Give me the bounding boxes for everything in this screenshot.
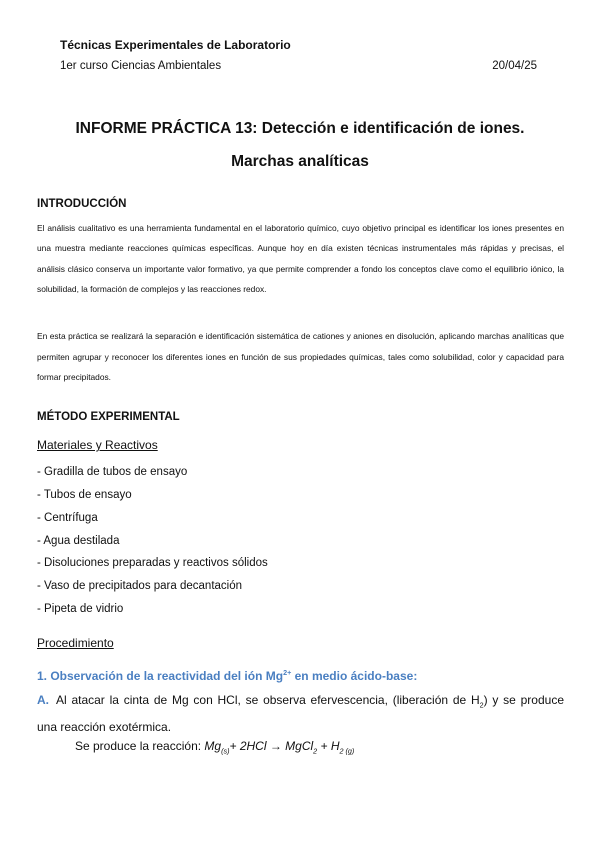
- introduction-paragraph-1: El análisis cualitativo es una herramienta fundamental en el laboratorio químico, cuyo objetivo principal es identificar los iones presentes en una muestra mediante reacciones químicas específicas. Aunque hoy en día existen técnicas instrumentales más rápidas y precisas, el análisis clásico conserva un importante valor formativo, ya que permite comprender a fondo los conceptos clave como el equilibrio iónico, la solubilidad, la formación de complejos y las reacciones redox.: [37, 223, 564, 295]
- introduction-paragraph-2: En esta práctica se realizará la separación e identificación sistemática de cationes y aniones en disolución, aplicando marchas analíticas que permiten agrupar y reconocer los diferentes iones en función de sus propiedades químicas, tales como solubilidad, color y capacidad para formar precipitados.: [37, 331, 564, 383]
- materials-item: - Pipeta de vidrio: [37, 603, 124, 615]
- step-a-paragraph: A. Al atacar la cinta de Mg con HCl, se observa efervescencia, (liberación de $H_2$) y se produce una reacción exotérmica.: [37, 693, 564, 735]
- method-heading: MÉTODO EXPERIMENTAL: [37, 411, 180, 423]
- materials-item: - Gradilla de tubos de ensayo: [37, 466, 188, 478]
- header-course: 1er curso Ciencias Ambientales: [60, 60, 222, 72]
- header-title: Técnicas Experimentales de Laboratorio: [60, 38, 291, 52]
- materials-item: - Tubos de ensayo: [37, 489, 132, 501]
- reaction-equation: Se produce la reacción: $Mg_{(s)}+ 2HCl$ → MgCl$_2$ + $H_{2 (g)}$: [75, 739, 355, 756]
- materials-item: - Vaso de precipitados para decantación: [37, 580, 243, 592]
- materials-item: - Centrífuga: [37, 512, 98, 524]
- materials-heading: Materiales y Reactivos: [37, 438, 158, 452]
- step-1-heading: 1. Observación de la reactividad del ión $Mg^{2+}$ en medio ácido-base:: [37, 668, 418, 683]
- materials-item: - Agua destilada: [37, 535, 120, 547]
- materials-item: - Disoluciones preparadas y reactivos sólidos: [37, 557, 268, 569]
- procedure-heading: Procedimiento: [37, 636, 114, 650]
- document-title-line-1: INFORME PRÁCTICA 13: Detección e identificación de iones.: [75, 120, 525, 137]
- step-a-label: A.: [37, 693, 49, 707]
- header-date: 20/04/25: [492, 60, 537, 72]
- introduction-heading: INTRODUCCIÓN: [37, 198, 127, 210]
- document-title-line-2: Marchas analíticas: [231, 153, 369, 170]
